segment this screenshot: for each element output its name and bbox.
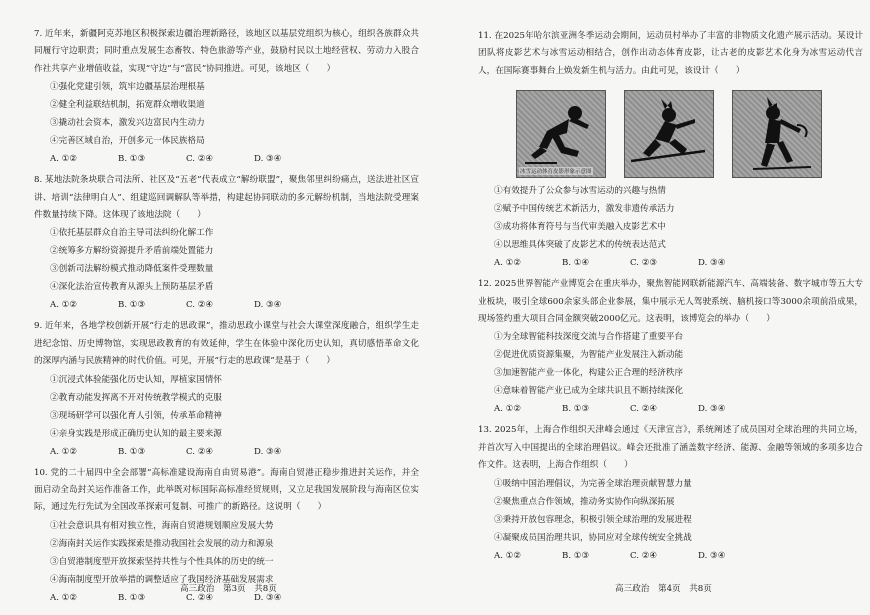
question-10-stem: 10. 党的二十届四中全会部署“高标准建设海南自由贸易港”。海南自贸港正稳步推进封关运作，并全面启动全岛封关运作准备工作，此举既对标国际高标准经贸规则，又立足我国发展阶段与海南区位实际，通过先行先试为全国改革探索可复制、可推广的新路径。这说明（ ） xyxy=(34,467,419,513)
question-13-option-3: ③秉持开放包容理念，积极引领全球治理的发展进程 xyxy=(494,514,692,525)
question-8-option-2: ②统筹多方解纷资源提升矛盾前端处置能力 xyxy=(50,246,214,257)
question-9-stem: 9. 近年来，各地学校创新开展“行走的思政课”，推动思政小课堂与社会大课堂深度融合，组织学生走进纪念馆、历史博物馆，实现思政教育的有效延伸，学生在体验中深化历史认知，真切感悟革命文化的深厚内涵与民族精神的时代价值。可见，开展“行走的思政课”是基于（ ） xyxy=(34,321,419,367)
question-13-option-2: ②聚焦重点合作领域，推动务实协作向纵深拓展 xyxy=(494,496,675,507)
question-9-option-4: ④亲身实践是形成正确历史认知的最主要来源 xyxy=(50,428,222,439)
question-10-option-4: ④海南制度型开放举措的调整适应了我国经济基础发展需求 xyxy=(50,574,274,585)
choice-c: C. ②④ xyxy=(186,592,214,603)
choice-d: D. ③④ xyxy=(254,446,282,457)
question-11-stem: 11. 在2025年哈尔滨亚洲冬季运动会期间，运动员村举办了丰富的非物质文化遗产展示活动。某设计团队将皮影艺术与冰雪运动相结合，创作出动态体育皮影，让古老的皮影艺术化身为冰雪运动代言人，在国际赛事舞台上焕发新生机与活力。由此可见，该设计（ ） xyxy=(478,31,863,76)
choice-a: A. ①② xyxy=(494,404,522,415)
page-4 xyxy=(478,28,863,565)
choice-b: B. ①③ xyxy=(118,446,146,457)
speed-skater-puppet-image xyxy=(516,90,606,178)
choice-b: B. ①③ xyxy=(118,154,146,165)
question-13-option-4: ④凝聚成员国治理共识，协同应对全球传统安全挑战 xyxy=(494,532,692,543)
question-9 xyxy=(34,318,419,460)
choice-d: D. ③④ xyxy=(698,404,726,415)
question-9-choices xyxy=(50,443,419,461)
question-9-option-2: ②教育动能发挥离不开对传统教学模式的克服 xyxy=(50,392,222,403)
choice-b: B. ①③ xyxy=(118,300,146,311)
choice-c: C. ②④ xyxy=(630,404,658,415)
question-8 xyxy=(34,172,419,314)
question-12-stem: 12. 2025世界智能产业博览会在重庆举办，聚焦智能网联新能源汽车、高端装备、数字城市等五大专业板块，吸引全球600余家头部企业参展，集中展示无人驾驶系统、脑机接口等3000余项前沿成果，现场签约重大项目合同金额突破2000亿元。这表明，该博览会的举办（ ） xyxy=(478,279,863,325)
question-13-choices xyxy=(494,547,863,565)
choice-a: A. ①② xyxy=(50,446,78,457)
question-8-stem: 8. 某地法院条块联合司法所、社区及“五老”代表成立“解纷联盟”，聚焦邻里纠纷痛点，送法进社区宣讲、培训“法律明白人”、组建巡回调解队等举措，构建起协同联动的多元解纷机制，当地法院受理案件数量持续下降。这体现了该地法院（ ） xyxy=(34,175,419,221)
choice-b: B. ①④ xyxy=(562,258,590,269)
question-9-option-1: ①沉浸式体验能强化历史认知，厚植家国情怀 xyxy=(50,374,222,385)
choice-a: A. ①② xyxy=(494,258,522,269)
question-8-option-3: ③创新司法解纷模式推动降低案件受理数量 xyxy=(50,264,214,275)
question-12-option-1: ①为全球智能科技深度交流与合作搭建了重要平台 xyxy=(494,332,684,343)
question-11 xyxy=(478,28,863,272)
speed-skater-silhouette xyxy=(517,91,605,177)
question-11-option-1: ①有效提升了公众参与冰雪运动的兴趣与热情 xyxy=(494,186,666,197)
choice-c: C. ②③ xyxy=(630,258,658,269)
question-7-choices xyxy=(50,150,419,168)
question-8-option-1: ①依托基层群众自治主导司法纠纷化解工作 xyxy=(50,228,214,239)
question-7-stem: 7. 近年来，新疆阿克苏地区积极探索边疆治理新路径，该地区以基层党组织为核心，组织各族群众共同履行守边职责；同时重点发展生态畜牧、特色旅游等产业，鼓励村民以土地经营权、劳动力入股合作社共享产业增值收益，实现“守边”与“富民”协同推进。可见，该地区（ ） xyxy=(34,29,419,74)
question-11-option-2: ②赋予中国传统艺术新活力，激发非遗传承活力 xyxy=(494,204,675,215)
shadow-puppet-figure xyxy=(516,90,863,176)
question-12-option-2: ②促进优质资源集聚，为智能产业发展注入新动能 xyxy=(494,350,684,361)
page-4-footer: 高三政治 第4页 共8页 xyxy=(615,584,712,594)
choice-b: B. ①③ xyxy=(562,550,590,561)
choice-d: D. ③④ xyxy=(698,550,726,561)
choice-a: A. ①② xyxy=(50,154,78,165)
figure-caption: 冰雪运动体育皮影形象示意图 xyxy=(520,169,592,176)
question-7-option-3: ③撬动社会资本，激发兴边富民内生动力 xyxy=(50,118,205,129)
choice-d: D. ③④ xyxy=(254,592,282,603)
question-13 xyxy=(478,422,863,564)
skier-puppet-image xyxy=(624,90,714,178)
question-10-option-1: ①社会意识具有相对独立性，海南自贸港规划顺应发展大势 xyxy=(50,520,274,531)
question-11-option-4: ④以思维具体突破了皮影艺术的传统表达范式 xyxy=(494,240,666,251)
question-12-option-4: ④意味着智能产业已成为全球共识且不断持续深化 xyxy=(494,386,684,397)
question-12-choices xyxy=(494,400,863,418)
choice-a: A. ①② xyxy=(50,300,78,311)
choice-d: D. ③④ xyxy=(254,154,282,165)
cross-country-skier-silhouette xyxy=(733,91,821,177)
question-8-choices xyxy=(50,296,419,314)
question-12 xyxy=(478,276,863,418)
question-13-option-1: ①吸纳中国治理倡议，为完善全球治理贡献智慧力量 xyxy=(494,478,692,489)
question-10-option-3: ③自贸港制度型开放探索坚持共性与个性具体的历史的统一 xyxy=(50,556,274,567)
choice-c: C. ②④ xyxy=(186,154,214,165)
question-8-option-4: ④深化法治宣传教育从源头上预防基层矛盾 xyxy=(50,282,214,293)
question-7-option-2: ②健全利益联结机制，拓宽群众增收渠道 xyxy=(50,100,205,111)
choice-a: A. ①② xyxy=(494,550,522,561)
question-11-choices xyxy=(494,254,863,272)
question-7-option-1: ①强化党建引领，筑牢边疆基层治理根基 xyxy=(50,82,205,93)
question-7-option-4: ④完善区域自治，开创多元一体民族格局 xyxy=(50,136,205,147)
choice-a: A. ①② xyxy=(50,592,78,603)
choice-b: B. ①③ xyxy=(562,404,590,415)
choice-b: B. ①③ xyxy=(118,592,146,603)
question-10-option-2: ②海南封关运作实践探索是推动我国社会发展的动力和源泉 xyxy=(50,538,274,549)
choice-d: D. ③④ xyxy=(698,258,726,269)
cross-country-skier-puppet-image xyxy=(732,90,822,178)
question-12-option-3: ③加速智能产业一体化，构建公正合理的经济秩序 xyxy=(494,368,684,379)
question-9-option-3: ③现场研学可以强化育人引领，传承革命精神 xyxy=(50,410,222,421)
choice-d: D. ③④ xyxy=(254,300,282,311)
choice-c: C. ②④ xyxy=(630,550,658,561)
choice-c: C. ②④ xyxy=(186,300,214,311)
question-7 xyxy=(34,26,419,168)
page-3-footer: 高三政治 第3页 共8页 xyxy=(180,584,277,594)
choice-c: C. ②④ xyxy=(186,446,214,457)
question-11-option-3: ③成功将体育符号与当代审美融入皮影艺术中 xyxy=(494,222,666,233)
skier-silhouette xyxy=(625,91,713,177)
question-13-stem: 13. 2025年，上海合作组织天津峰会通过《天津宣言》，系统阐述了成员国对全球治理的共同立场，并首次写入中国提出的全球治理倡议。峰会还批准了涵盖数字经济、能源、金融等领域的多项多边合作文件。这表明，上海合作组织（ ） xyxy=(478,425,863,471)
page-3 xyxy=(34,26,419,607)
